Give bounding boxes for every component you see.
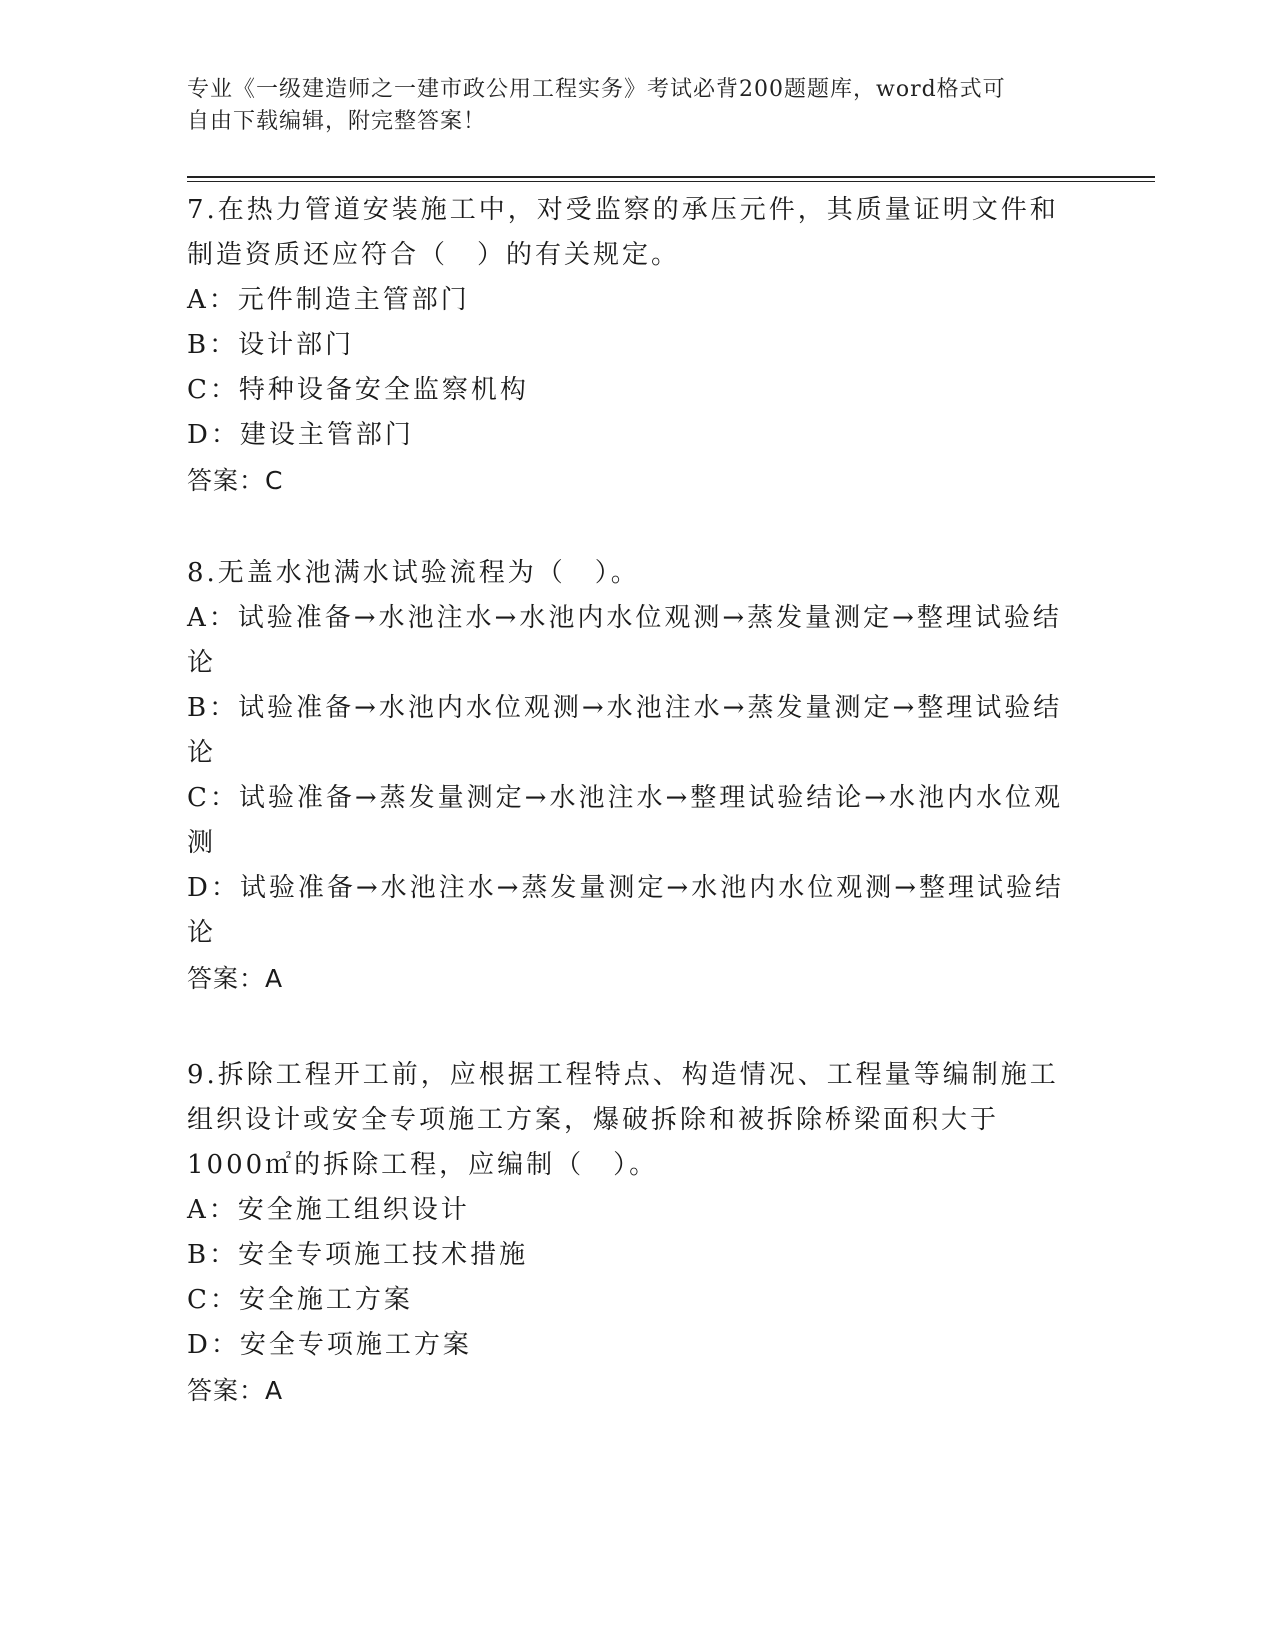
question-stem: 9.拆除工程开工前，应根据工程特点、构造情况、工程量等编制施工组织设计或安全专项施工方案，爆破拆除和被拆除桥梁面积大于1000㎡的拆除工程，应编制（ ）。 xyxy=(187,1060,1059,1180)
option-a: A：元件制造主管部门 xyxy=(187,285,470,315)
document-header xyxy=(187,74,1067,138)
answer: 答案：A xyxy=(187,1376,284,1405)
question-stem: 8.无盖水池满水试验流程为（ ）。 xyxy=(187,558,640,588)
option-b: B：试验准备→水池内水位观测→水池注水→蒸发量测定→整理试验结论 xyxy=(187,693,1063,768)
option-a: A：安全施工组织设计 xyxy=(187,1195,470,1225)
option-c: C：试验准备→蒸发量测定→水池注水→整理试验结论→水池内水位观测 xyxy=(187,783,1064,858)
question-stem: 7.在热力管道安装施工中，对受监察的承压元件，其质量证明文件和制造资质还应符合（ ）的有关规定。 xyxy=(187,195,1059,270)
option-d: D：试验准备→水池注水→蒸发量测定→水池内水位观测→整理试验结论 xyxy=(187,873,1064,948)
header-rule-thin xyxy=(187,181,1155,182)
option-c: C：特种设备安全监察机构 xyxy=(187,375,529,405)
header-line-1: 专业《一级建造师之一建市政公用工程实务》考试必背200题题库，word格式可 xyxy=(187,77,1006,102)
option-b: B：设计部门 xyxy=(187,330,355,360)
header-line-2: 自由下载编辑，附完整答案！ xyxy=(187,109,487,134)
header-rule-thick xyxy=(187,176,1155,178)
question-9 xyxy=(187,1053,1067,1413)
option-c: C：安全施工方案 xyxy=(187,1285,413,1315)
answer: 答案：A xyxy=(187,964,284,993)
option-d: D：安全专项施工方案 xyxy=(187,1330,472,1360)
option-d: D：建设主管部门 xyxy=(187,420,414,450)
question-8 xyxy=(187,551,1067,1001)
option-a: A：试验准备→水池注水→水池内水位观测→蒸发量测定→整理试验结论 xyxy=(187,603,1062,678)
question-7 xyxy=(187,188,1067,503)
option-b: B：安全专项施工技术措施 xyxy=(187,1240,529,1270)
answer: 答案：C xyxy=(187,466,284,495)
